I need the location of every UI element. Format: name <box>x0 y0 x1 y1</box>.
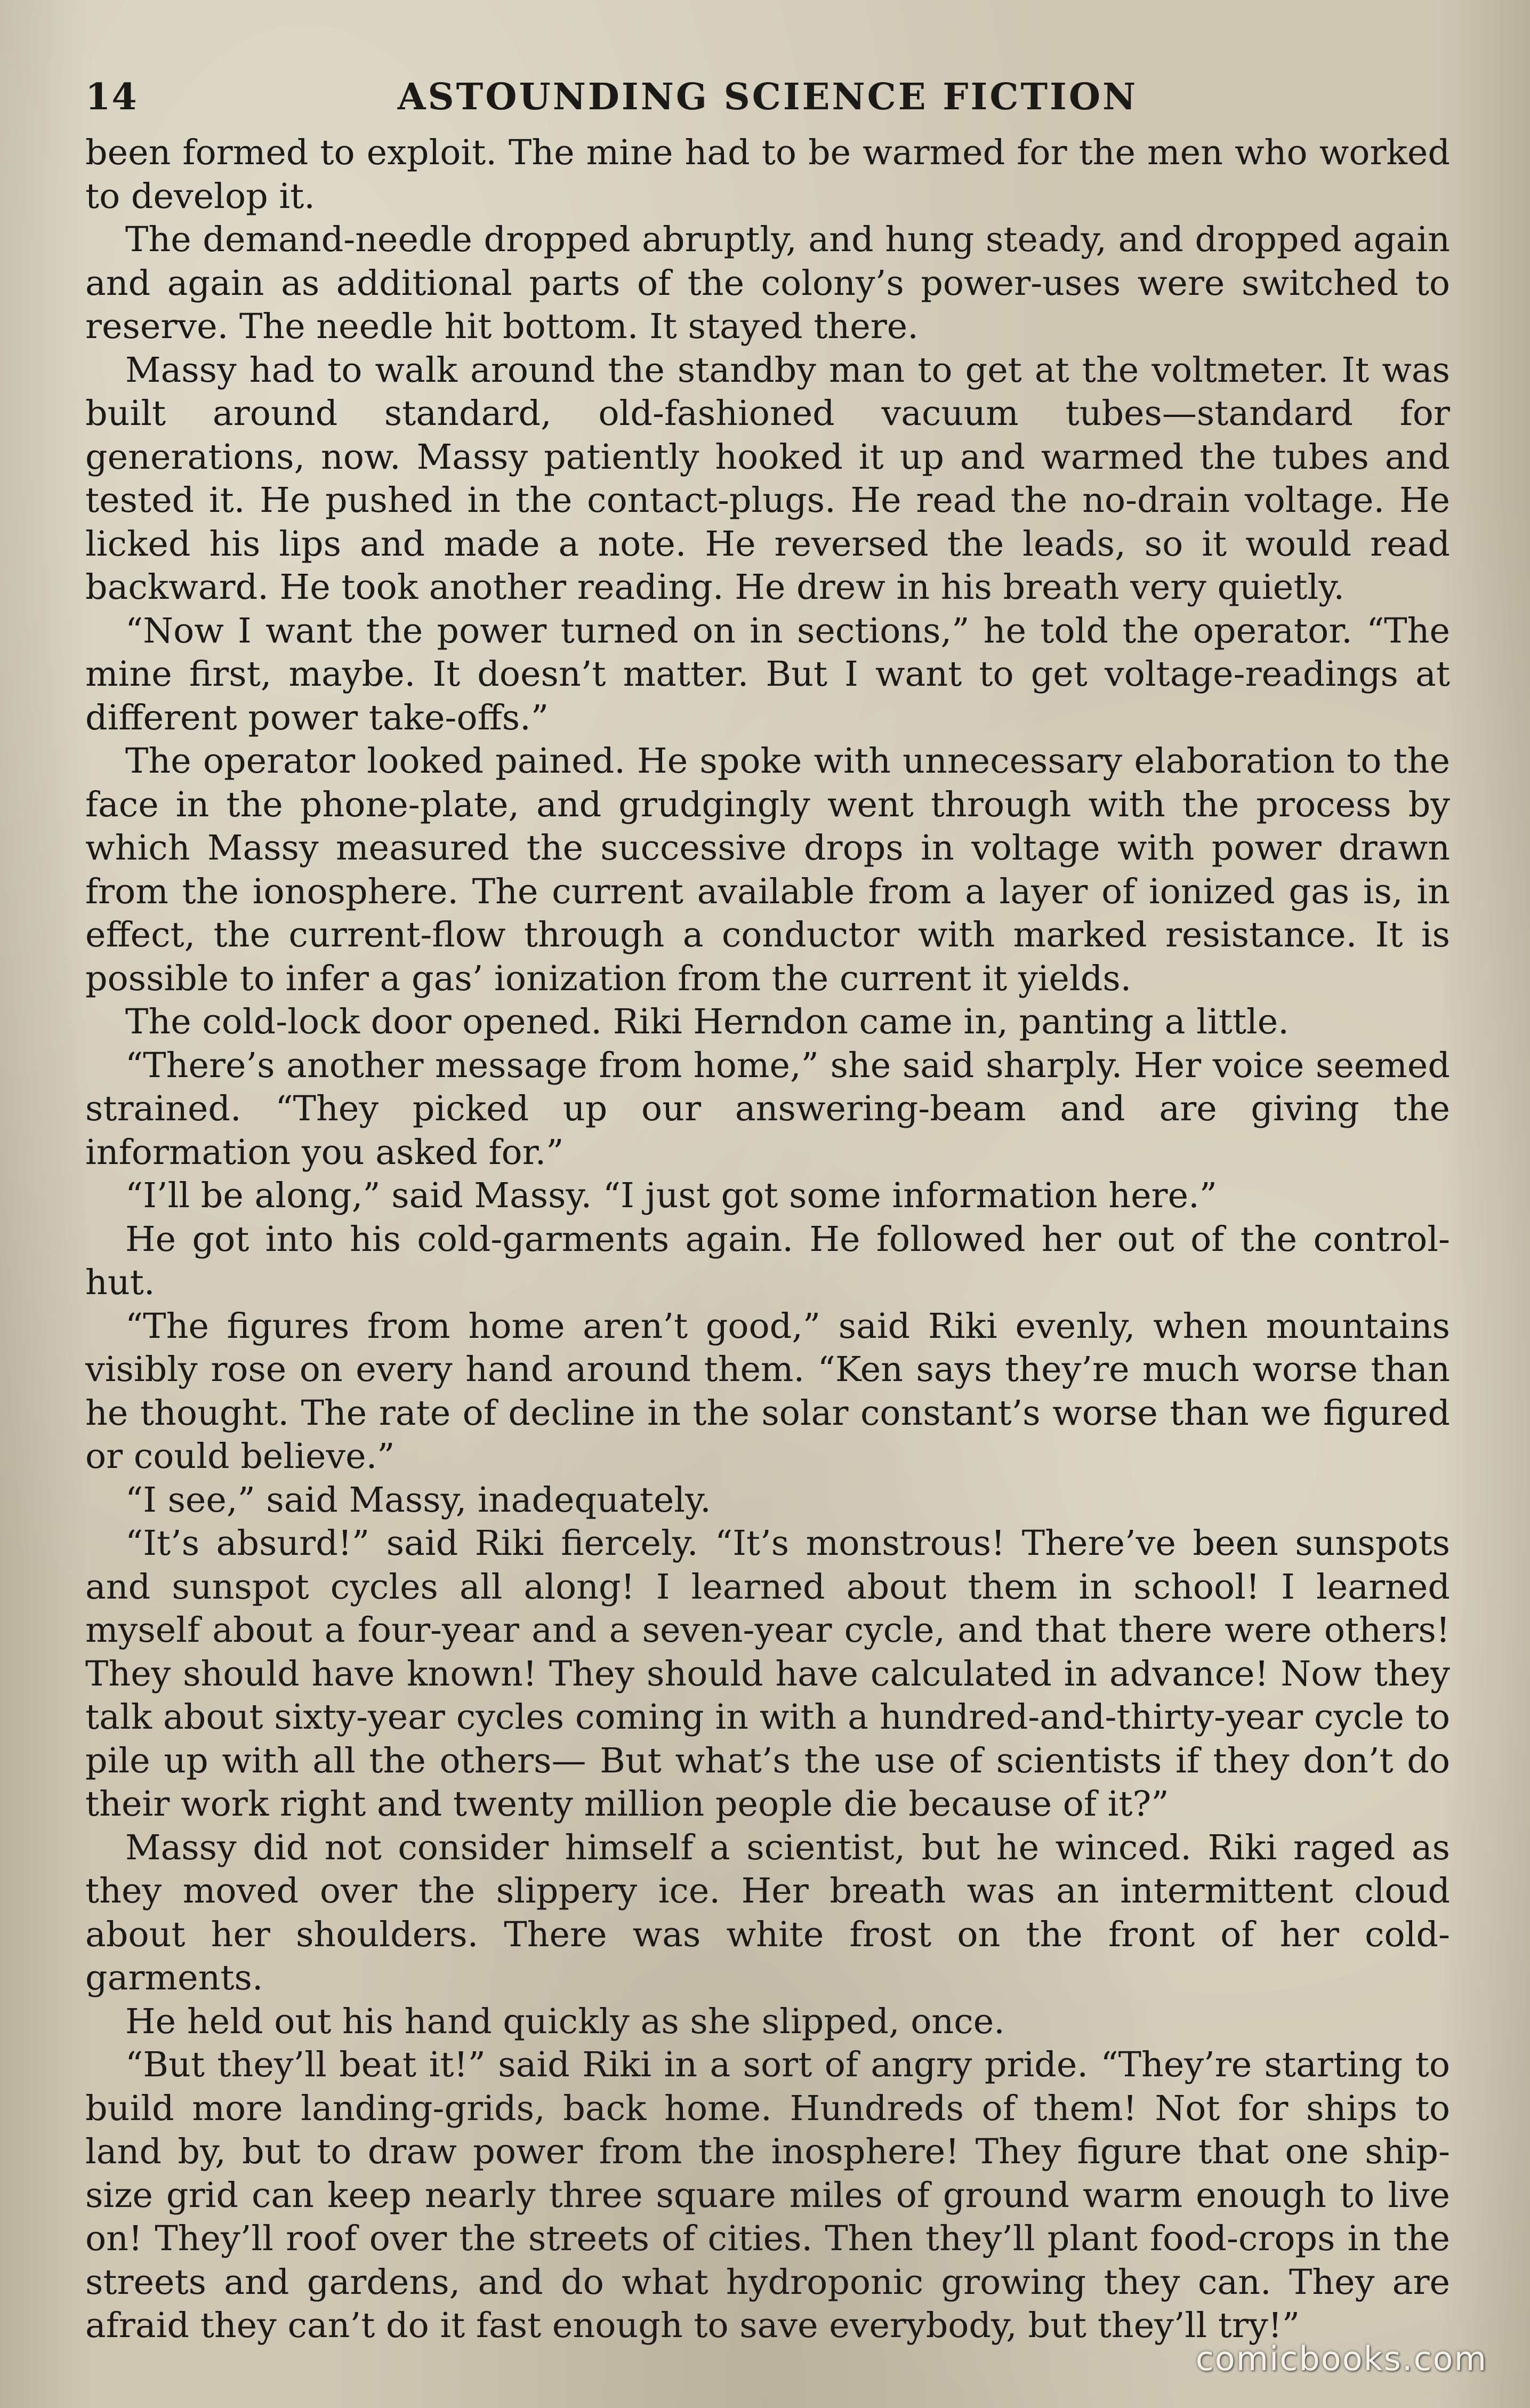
page-body <box>85 131 1450 2348</box>
page-header <box>85 64 1450 128</box>
paragraph: Massy had to walk around the standby man to get at the voltmeter. It was built around standard, old-fashioned vacuum tubes—standard for generations, now. Massy patiently hooked it up and warmed the tubes and tested it. He pushed in the contact-plugs. He read the no-drain voltage. He licked his lips and made a note. He reversed the leads, so it would read backward. He took another reading. He drew in his breath very quietly. <box>85 350 1450 607</box>
paragraph: The cold-lock door opened. Riki Herndon came in, panting a little. <box>125 1002 1289 1042</box>
paragraph: The demand-needle dropped abruptly, and hung steady, and dropped again and again as additional parts of the colony’s power-uses were switched to reserve. The needle hit bottom. It stayed there. <box>85 220 1450 347</box>
paragraph: “The figures from home aren’t good,” said Riki evenly, when mountains visibly rose on every hand around them. “Ken says they’re much worse than he thought. The rate of decline in the solar constant’s worse than we figured or could believe.” <box>85 1306 1450 1476</box>
paragraph: “It’s absurd!” said Riki fiercely. “It’s monstrous! There’ve been sunspots and sunspot cycles all along! I learned about them in school! I learned myself about a four-year and a seven-year cycle, and that there were others! They should have known! They should have calculated in advance! Now they talk about sixty-year cycles coming in with a hundred-and-thirty-year cycle to pile up with all the others— But what’s the use of scientists if they don’t do their work right and twenty million people die because of it?” <box>85 1523 1450 1824</box>
paragraph: “There’s another message from home,” she said sharply. Her voice seemed strained. “They picked up our answering-beam and are giving the information you asked for.” <box>85 1045 1450 1173</box>
paragraph: “But they’ll beat it!” said Riki in a sort of angry pride. “They’re starting to build more landing-grids, back home. Hundreds of them! Not for ships to land by, but to draw power from the inosphere! They figure that one ship-size grid can keep nearly three square miles of ground warm enough to live on! They’ll roof over the streets of cities. Then they’ll plant food-crops in the streets and gardens, and do what hydroponic growing they can. They are afraid they can’t do it fast enough to save everybody, but they’ll try!” <box>85 2045 1450 2346</box>
paragraph: “I’ll be along,” said Massy. “I just got some information here.” <box>125 1176 1217 1216</box>
running-head: ASTOUNDING SCIENCE FICTION <box>397 76 1138 118</box>
paragraph: He held out his hand quickly as she slipped, once. <box>125 2001 1005 2042</box>
book-page <box>85 64 1450 2357</box>
page-number: 14 <box>85 76 138 118</box>
paragraph: He got into his cold-garments again. He followed her out of the control-hut. <box>85 1219 1450 1303</box>
paragraph: The operator looked pained. He spoke with unnecessary elaboration to the face in the phone-plate, and grudgingly went through with the process by which Massy measured the successive drops in voltage with power drawn from the ionosphere. The current available from a layer of ionized gas is, in effect, the current-flow through a conductor with marked resistance. It is possible to infer a gas’ ionization from the current it yields. <box>85 741 1450 999</box>
paragraph: been formed to exploit. The mine had to be warmed for the men who worked to develop it. <box>85 133 1450 216</box>
watermark: comicbooks.com <box>1195 2339 1487 2378</box>
paragraph: “Now I want the power turned on in sections,” he told the operator. “The mine first, maybe. It doesn’t matter. But I want to get voltage-readings at different power take-offs.” <box>85 611 1450 738</box>
paragraph: “I see,” said Massy, inadequately. <box>125 1480 711 1520</box>
paragraph: Massy did not consider himself a scientist, but he winced. Riki raged as they moved over the slippery ice. Her breath was an intermittent cloud about her shoulders. There was white frost on the front of her cold-garments. <box>85 1827 1450 1998</box>
